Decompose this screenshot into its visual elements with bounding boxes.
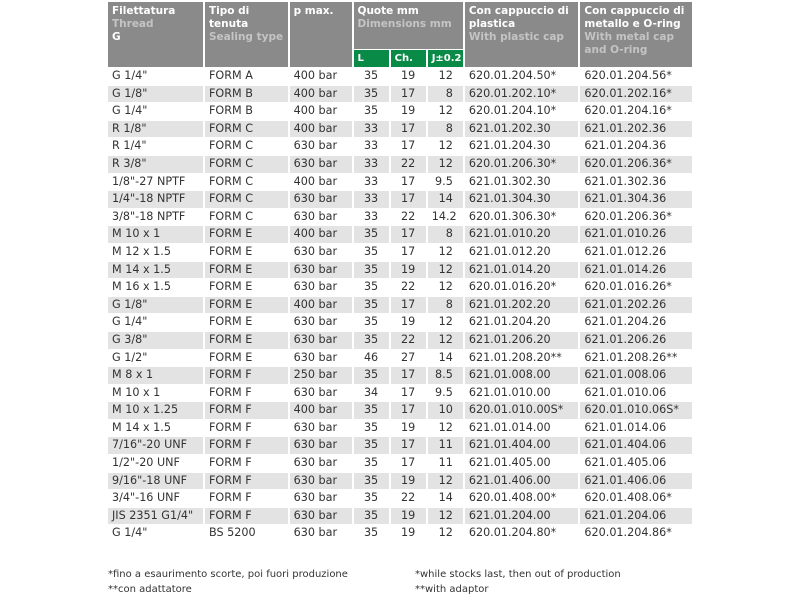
- table-row: [108, 402, 692, 419]
- header-pmax: [290, 2, 352, 67]
- cell-ch: 17: [391, 86, 426, 103]
- cell-plastic-cap-code: 621.01.010.20: [465, 226, 579, 243]
- table-row: [108, 262, 692, 279]
- cell-l: 35: [354, 332, 389, 349]
- cell-thread: 7/16"-20 UNF: [108, 437, 203, 454]
- cell-l: 35: [354, 297, 389, 314]
- cell-ch: 22: [401, 491, 416, 505]
- cell-sealing-type: FORM F: [208, 385, 252, 399]
- header-thread-it: Filettatura: [112, 5, 176, 17]
- cell-plastic-cap-code: 621.01.202.20: [465, 297, 579, 314]
- cell-pmax: 250 bar: [290, 367, 352, 384]
- cell-thread: G 1/4": [112, 526, 148, 540]
- cell-metal-cap-code: 620.01.204.86*: [584, 526, 672, 540]
- cell-thread: 1/2"-20 UNF: [112, 456, 180, 470]
- cell-l: 35: [363, 420, 379, 434]
- cell-thread: R 3/8": [108, 156, 203, 173]
- table-row: [108, 332, 692, 349]
- cell-ch: 19: [391, 508, 426, 525]
- header-metal-en: With metal cap and O-ring: [584, 31, 674, 56]
- cell-sealing-type: FORM F: [205, 473, 288, 490]
- cell-sealing-type: FORM C: [208, 174, 254, 188]
- cell-j: 10: [428, 402, 463, 419]
- cell-sealing-type: FORM F: [208, 420, 252, 434]
- table-row: [108, 525, 692, 542]
- cell-j: 12: [438, 420, 453, 434]
- cell-sealing-type: FORM E: [208, 315, 253, 329]
- cell-l: 35: [354, 402, 389, 419]
- table-row: [108, 420, 692, 437]
- table-row: [108, 103, 692, 120]
- table-row: [108, 68, 692, 85]
- cell-l: 33: [354, 156, 389, 173]
- fittings-table-container: [108, 1, 692, 543]
- cell-metal-cap-code: 620.01.204.16*: [584, 104, 672, 118]
- cell-plastic-cap-code: 621.01.404.00: [465, 437, 579, 454]
- cell-metal-cap-code: 621.01.304.36: [580, 191, 692, 208]
- cell-plastic-cap-code: 621.01.202.30: [465, 121, 579, 138]
- table-row: [108, 385, 692, 402]
- header-row: [108, 2, 692, 49]
- cell-j: 8: [428, 121, 463, 138]
- cell-sealing-type: FORM B: [208, 104, 253, 118]
- cell-l: 35: [354, 226, 389, 243]
- cell-sealing-type: FORM C: [208, 209, 254, 223]
- cell-pmax: 630 bar: [293, 420, 338, 434]
- cell-sealing-type: FORM A: [208, 69, 253, 82]
- cell-j: 12: [428, 156, 463, 173]
- cell-l: 35: [363, 491, 379, 505]
- cell-pmax: 630 bar: [293, 280, 338, 294]
- cell-pmax: 630 bar: [293, 350, 338, 364]
- cell-thread: M 10 x 1: [112, 385, 161, 399]
- cell-metal-cap-code: 620.01.206.36*: [580, 156, 692, 173]
- table-row: [108, 191, 692, 208]
- table-row: [108, 209, 692, 226]
- cell-pmax: 630 bar: [293, 139, 338, 153]
- cell-pmax: 630 bar: [293, 244, 338, 258]
- cell-thread: G 3/8": [108, 332, 203, 349]
- table-row: [108, 121, 692, 138]
- header-dims-en: Dimensions mm: [357, 18, 452, 30]
- cell-sealing-type: FORM C: [208, 139, 254, 153]
- cell-ch: 19: [401, 315, 416, 329]
- cell-ch: 19: [401, 420, 416, 434]
- cell-pmax: 630 bar: [293, 526, 338, 540]
- cell-metal-cap-code: 621.01.010.06: [584, 385, 667, 399]
- cell-j: 8.5: [428, 367, 463, 384]
- cell-thread: 1/8"-27 NPTF: [112, 174, 186, 188]
- cell-sealing-type: FORM E: [205, 226, 288, 243]
- cell-pmax: 630 bar: [290, 473, 352, 490]
- header-dimensions: [354, 2, 463, 49]
- cell-sealing-type: FORM C: [205, 191, 288, 208]
- table-body: [108, 68, 692, 542]
- cell-ch: 17: [391, 367, 426, 384]
- table-row: [108, 350, 692, 367]
- cell-metal-cap-code: 621.01.204.06: [580, 508, 692, 525]
- cell-j: 12: [438, 139, 453, 153]
- header-sealing: [205, 2, 288, 67]
- cell-pmax: 630 bar: [293, 385, 338, 399]
- cell-thread: 3/8"-18 NPTF: [112, 209, 186, 223]
- cell-l: 35: [354, 367, 389, 384]
- cell-j: 11: [428, 437, 463, 454]
- cell-sealing-type: FORM C: [205, 156, 288, 173]
- cell-metal-cap-code: 621.01.202.26: [580, 297, 692, 314]
- table-row: [108, 473, 692, 490]
- table-row: [108, 367, 692, 384]
- cell-l: 35: [363, 244, 379, 258]
- cell-pmax: 630 bar: [290, 332, 352, 349]
- footnote-en-1: *while stocks last, then out of production: [415, 569, 621, 580]
- cell-sealing-type: FORM E: [205, 297, 288, 314]
- table-row: [108, 174, 692, 191]
- cell-thread: M 16 x 1.5: [112, 280, 171, 294]
- cell-l: 35: [354, 437, 389, 454]
- cell-sealing-type: FORM E: [205, 262, 288, 279]
- cell-l: 33: [354, 121, 389, 138]
- cell-ch: 22: [391, 332, 426, 349]
- cell-plastic-cap-code: 621.01.010.00: [468, 385, 551, 399]
- cell-plastic-cap-code: 621.01.206.20: [465, 332, 579, 349]
- cell-pmax: 400 bar: [290, 402, 352, 419]
- cell-thread: M 8 x 1: [108, 367, 203, 384]
- cell-sealing-type: FORM E: [208, 244, 253, 258]
- cell-metal-cap-code: 620.01.202.16*: [580, 86, 692, 103]
- cell-thread: R 1/4": [112, 139, 147, 153]
- table-row: [108, 86, 692, 103]
- table-row: [108, 244, 692, 261]
- cell-l: 35: [354, 508, 389, 525]
- cell-j: 12: [438, 280, 453, 294]
- cell-ch: 19: [401, 69, 416, 82]
- cell-ch: 17: [391, 121, 426, 138]
- header-metal-it: Con cappuccio di metallo e O-ring: [584, 5, 685, 30]
- cell-sealing-type: FORM F: [208, 491, 252, 505]
- cell-sealing-type: FORM F: [205, 508, 288, 525]
- cell-j: 12: [428, 332, 463, 349]
- cell-sealing-type: FORM F: [205, 437, 288, 454]
- cell-ch: 17: [401, 244, 416, 258]
- table-row: [108, 437, 692, 454]
- cell-l: 46: [363, 350, 379, 364]
- cell-pmax: 630 bar: [290, 508, 352, 525]
- cell-j: 8: [428, 86, 463, 103]
- cell-pmax: 400 bar: [293, 104, 338, 118]
- table-row: [108, 138, 692, 155]
- cell-plastic-cap-code: 621.01.302.30: [468, 174, 551, 188]
- cell-thread: R 1/8": [108, 121, 203, 138]
- cell-metal-cap-code: 621.01.204.26: [584, 315, 667, 329]
- cell-metal-cap-code: 621.01.302.36: [584, 174, 667, 188]
- cell-j: 11: [438, 456, 453, 470]
- cell-plastic-cap-code: 620.01.204.50*: [468, 69, 557, 82]
- cell-plastic-cap-code: 620.01.204.10*: [468, 104, 557, 118]
- header-l: L: [354, 50, 389, 67]
- cell-metal-cap-code: 620.01.206.36*: [584, 209, 672, 223]
- cell-ch: 17: [391, 191, 426, 208]
- footnotes-english: [415, 567, 621, 597]
- cell-thread: G 1/4": [112, 69, 148, 82]
- cell-j: 12: [438, 244, 453, 258]
- cell-sealing-type: FORM C: [205, 121, 288, 138]
- cell-metal-cap-code: 621.01.202.36: [580, 121, 692, 138]
- cell-plastic-cap-code: 620.01.204.80*: [468, 526, 557, 540]
- cell-metal-cap-code: 620.01.016.26*: [584, 280, 672, 294]
- cell-ch: 17: [401, 174, 416, 188]
- cell-l: 34: [363, 385, 379, 399]
- cell-l: 35: [354, 262, 389, 279]
- cell-l: 33: [354, 191, 389, 208]
- header-plastic-cap: [465, 2, 579, 67]
- footnote-it-1: *fino a esaurimento scorte, poi fuori produzione: [108, 569, 348, 580]
- table-row: [108, 455, 692, 472]
- cell-j: 14.2: [431, 209, 457, 223]
- table-row: [108, 508, 692, 525]
- cell-plastic-cap-code: 620.01.306.30*: [468, 209, 557, 223]
- cell-sealing-type: FORM F: [205, 367, 288, 384]
- cell-sealing-type: FORM E: [208, 350, 253, 364]
- fittings-table: [106, 1, 694, 543]
- cell-metal-cap-code: 620.01.408.06*: [584, 491, 672, 505]
- table-row: [108, 490, 692, 507]
- cell-j: 8: [428, 297, 463, 314]
- cell-sealing-type: BS 5200: [208, 526, 256, 540]
- cell-sealing-type: FORM F: [208, 456, 252, 470]
- cell-j: 12: [438, 69, 453, 82]
- cell-pmax: 400 bar: [290, 226, 352, 243]
- cell-ch: 19: [391, 473, 426, 490]
- cell-j: 12: [428, 473, 463, 490]
- cell-l: 35: [363, 104, 379, 118]
- cell-ch: 19: [391, 262, 426, 279]
- header-j: J±0.2: [428, 50, 463, 67]
- cell-ch: 19: [401, 104, 416, 118]
- cell-plastic-cap-code: 621.01.014.00: [468, 420, 551, 434]
- cell-ch: 19: [401, 526, 416, 540]
- cell-pmax: 630 bar: [290, 191, 352, 208]
- cell-thread: G 1/4": [112, 104, 148, 118]
- cell-plastic-cap-code: 621.01.012.20: [468, 244, 551, 258]
- cell-pmax: 630 bar: [293, 456, 338, 470]
- cell-plastic-cap-code: 620.01.202.10*: [465, 86, 579, 103]
- table-row: [108, 297, 692, 314]
- cell-metal-cap-code: 621.01.406.06: [580, 473, 692, 490]
- cell-pmax: 630 bar: [290, 262, 352, 279]
- cell-ch: 22: [391, 156, 426, 173]
- cell-thread: G 1/8": [108, 297, 203, 314]
- cell-ch: 17: [401, 385, 416, 399]
- cell-thread: M 12 x 1.5: [112, 244, 171, 258]
- cell-l: 33: [363, 209, 379, 223]
- cell-ch: 22: [401, 209, 416, 223]
- header-plastic-en: With plastic cap: [468, 31, 564, 43]
- cell-metal-cap-code: 621.01.204.36: [584, 139, 667, 153]
- table-row: [108, 279, 692, 296]
- cell-pmax: 630 bar: [293, 315, 338, 329]
- cell-metal-cap-code: 621.01.208.26**: [584, 350, 678, 364]
- cell-sealing-type: FORM E: [205, 332, 288, 349]
- cell-metal-cap-code: 621.01.404.06: [580, 437, 692, 454]
- cell-metal-cap-code: 621.01.014.06: [584, 420, 667, 434]
- cell-sealing-type: FORM F: [205, 402, 288, 419]
- cell-ch: 17: [391, 226, 426, 243]
- footnotes-italian: [108, 567, 348, 597]
- cell-plastic-cap-code: 621.01.204.00: [465, 508, 579, 525]
- table-row: [108, 156, 692, 173]
- cell-ch: 17: [391, 437, 426, 454]
- cell-l: 35: [354, 86, 389, 103]
- header-sealing-en: Sealing type: [208, 31, 284, 43]
- cell-j: 12: [428, 508, 463, 525]
- cell-l: 35: [363, 456, 379, 470]
- cell-plastic-cap-code: 620.01.206.30*: [465, 156, 579, 173]
- header-thread: [108, 2, 203, 67]
- cell-thread: M 14 x 1.5: [112, 420, 171, 434]
- cell-thread: G 1/2": [112, 350, 148, 364]
- cell-pmax: 400 bar: [290, 86, 352, 103]
- cell-thread: G 1/4": [112, 315, 148, 329]
- cell-j: 12: [438, 526, 453, 540]
- cell-l: 33: [363, 174, 379, 188]
- header-ch: Ch.: [391, 50, 426, 67]
- cell-j: 14: [428, 191, 463, 208]
- cell-pmax: 400 bar: [290, 297, 352, 314]
- cell-pmax: 630 bar: [293, 209, 338, 223]
- cell-thread: 3/4"-16 UNF: [112, 491, 180, 505]
- cell-ch: 17: [391, 297, 426, 314]
- cell-metal-cap-code: 620.01.204.56*: [584, 69, 672, 82]
- cell-metal-cap-code: 621.01.010.26: [580, 226, 692, 243]
- cell-pmax: 630 bar: [290, 437, 352, 454]
- cell-plastic-cap-code: 621.01.208.20**: [468, 350, 562, 364]
- cell-j: 9.5: [435, 385, 453, 399]
- cell-ch: 17: [401, 456, 416, 470]
- cell-j: 14: [438, 491, 453, 505]
- cell-metal-cap-code: 620.01.010.06S*: [580, 402, 692, 419]
- header-thread-g: G: [112, 31, 121, 43]
- cell-pmax: 400 bar: [293, 69, 338, 82]
- cell-plastic-cap-code: 621.01.014.20: [465, 262, 579, 279]
- header-dims-it: Quote mm: [357, 5, 419, 17]
- cell-ch: 17: [391, 402, 426, 419]
- cell-plastic-cap-code: 620.01.010.00S*: [465, 402, 579, 419]
- cell-thread: M 10 x 1: [108, 226, 203, 243]
- cell-j: 9.5: [435, 174, 453, 188]
- cell-pmax: 630 bar: [290, 156, 352, 173]
- cell-plastic-cap-code: 621.01.405.00: [468, 456, 551, 470]
- cell-pmax: 630 bar: [293, 491, 338, 505]
- cell-plastic-cap-code: 621.01.204.20: [468, 315, 551, 329]
- cell-j: 14: [438, 350, 453, 364]
- cell-metal-cap-code: 621.01.206.26: [580, 332, 692, 349]
- footnote-en-2: **with adaptor: [415, 584, 489, 595]
- cell-metal-cap-code: 621.01.012.26: [584, 244, 667, 258]
- cell-l: 35: [363, 280, 379, 294]
- cell-sealing-type: FORM B: [205, 86, 288, 103]
- cell-plastic-cap-code: 621.01.406.00: [465, 473, 579, 490]
- cell-metal-cap-code: 621.01.405.06: [584, 456, 667, 470]
- cell-metal-cap-code: 621.01.014.26: [580, 262, 692, 279]
- cell-pmax: 400 bar: [290, 121, 352, 138]
- cell-l: 35: [363, 69, 379, 82]
- table-row: [108, 226, 692, 243]
- cell-metal-cap-code: 621.01.008.06: [580, 367, 692, 384]
- cell-ch: 17: [401, 139, 416, 153]
- cell-ch: 27: [401, 350, 416, 364]
- cell-l: 35: [363, 315, 379, 329]
- cell-pmax: 400 bar: [293, 174, 338, 188]
- cell-plastic-cap-code: 621.01.008.00: [465, 367, 579, 384]
- header-plastic-it: Con cappuccio di plastica: [468, 5, 569, 30]
- table-row: [108, 314, 692, 331]
- footnote-it-2: **con adattatore: [108, 584, 192, 595]
- cell-thread: M 10 x 1.25: [108, 402, 203, 419]
- cell-l: 35: [363, 526, 379, 540]
- cell-plastic-cap-code: 620.01.016.20*: [468, 280, 557, 294]
- cell-j: 12: [428, 262, 463, 279]
- header-thread-en: Thread: [112, 18, 154, 30]
- header-pmax-it: p max.: [293, 5, 334, 17]
- cell-thread: M 14 x 1.5: [108, 262, 203, 279]
- cell-l: 33: [363, 139, 379, 153]
- cell-thread: 9/16"-18 UNF: [108, 473, 203, 490]
- cell-plastic-cap-code: 620.01.408.00*: [468, 491, 557, 505]
- header-metal-cap: [580, 2, 692, 67]
- cell-j: 12: [438, 315, 453, 329]
- header-sealing-it: Tipo di tenuta: [208, 5, 250, 30]
- cell-j: 12: [438, 104, 453, 118]
- cell-thread: 1/4"-18 NPTF: [108, 191, 203, 208]
- cell-sealing-type: FORM E: [208, 280, 253, 294]
- cell-l: 35: [354, 473, 389, 490]
- cell-ch: 22: [401, 280, 416, 294]
- cell-plastic-cap-code: 621.01.304.30: [465, 191, 579, 208]
- cell-plastic-cap-code: 621.01.204.30: [468, 139, 551, 153]
- cell-thread: G 1/8": [108, 86, 203, 103]
- cell-j: 8: [428, 226, 463, 243]
- cell-thread: JIS 2351 G1/4": [108, 508, 203, 525]
